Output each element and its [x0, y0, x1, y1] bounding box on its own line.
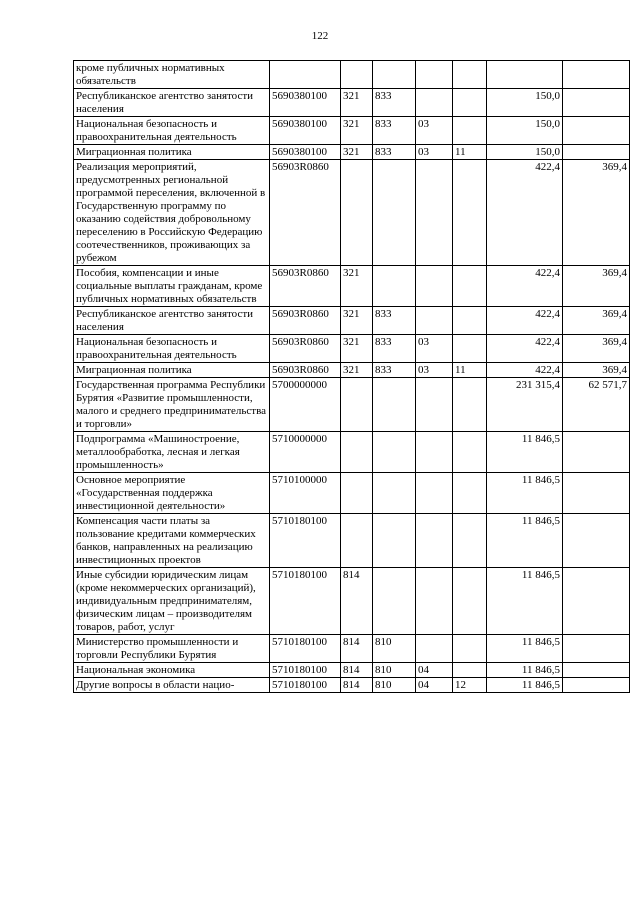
amount-federal	[563, 663, 630, 678]
table-row	[74, 61, 630, 89]
table-row	[74, 307, 630, 335]
amount-federal	[563, 678, 630, 693]
target-article-code: 5710180100	[270, 635, 341, 663]
row-name: Национальная безопасность и правоохранительная деятельность	[74, 335, 270, 363]
table-row	[74, 378, 630, 432]
ministry-code: 833	[373, 335, 416, 363]
amount-federal	[563, 635, 630, 663]
table-row	[74, 145, 630, 160]
table-row	[74, 568, 630, 635]
amount-federal	[563, 473, 630, 514]
amount-total: 11 846,5	[487, 568, 563, 635]
section-code: 03	[416, 145, 453, 160]
expense-type-code	[341, 378, 373, 432]
expense-type-code	[341, 61, 373, 89]
row-name: Республиканское агентство занятости населения	[74, 307, 270, 335]
expense-type-code: 814	[341, 635, 373, 663]
target-article-code: 5710180100	[270, 663, 341, 678]
row-name: Пособия, компенсации и иные социальные выплаты гражданам, кроме публичных нормативных обязательств	[74, 266, 270, 307]
target-article-code	[270, 61, 341, 89]
section-code: 03	[416, 363, 453, 378]
target-article-code: 5710100000	[270, 473, 341, 514]
amount-total: 422,4	[487, 363, 563, 378]
subsection-code	[453, 335, 487, 363]
subsection-code	[453, 473, 487, 514]
target-article-code: 5690380100	[270, 89, 341, 117]
amount-federal	[563, 61, 630, 89]
amount-total: 422,4	[487, 160, 563, 266]
subsection-code	[453, 61, 487, 89]
expense-type-code: 321	[341, 307, 373, 335]
table-row	[74, 363, 630, 378]
target-article-code: 5690380100	[270, 117, 341, 145]
expense-type-code	[341, 473, 373, 514]
amount-total: 150,0	[487, 117, 563, 145]
expense-type-code: 321	[341, 363, 373, 378]
ministry-code	[373, 378, 416, 432]
subsection-code	[453, 635, 487, 663]
ministry-code	[373, 61, 416, 89]
amount-total: 11 846,5	[487, 514, 563, 568]
expense-type-code: 321	[341, 266, 373, 307]
amount-total: 11 846,5	[487, 432, 563, 473]
expense-type-code: 814	[341, 678, 373, 693]
amount-total: 11 846,5	[487, 635, 563, 663]
amount-federal	[563, 89, 630, 117]
amount-federal	[563, 514, 630, 568]
subsection-code: 12	[453, 678, 487, 693]
expense-type-code: 321	[341, 145, 373, 160]
target-article-code: 56903R0860	[270, 307, 341, 335]
ministry-code: 833	[373, 145, 416, 160]
row-name: Подпрограмма «Машиностроение, металлообработка, лесная и легкая промышленность»	[74, 432, 270, 473]
amount-federal: 369,4	[563, 335, 630, 363]
ministry-code	[373, 432, 416, 473]
section-code: 03	[416, 117, 453, 145]
target-article-code: 56903R0860	[270, 160, 341, 266]
ministry-code: 833	[373, 363, 416, 378]
amount-total	[487, 61, 563, 89]
target-article-code: 5710180100	[270, 678, 341, 693]
ministry-code: 833	[373, 89, 416, 117]
table-body	[74, 61, 630, 693]
table-row	[74, 514, 630, 568]
subsection-code	[453, 117, 487, 145]
row-name: Основное мероприятие «Государственная поддержка инвестиционной деятельности»	[74, 473, 270, 514]
budget-table	[73, 60, 630, 693]
row-name: Республиканское агентство занятости населения	[74, 89, 270, 117]
table-row	[74, 335, 630, 363]
section-code	[416, 378, 453, 432]
table-row	[74, 89, 630, 117]
subsection-code	[453, 514, 487, 568]
row-name: кроме публичных нормативных обязательств	[74, 61, 270, 89]
section-code	[416, 266, 453, 307]
amount-total: 231 315,4	[487, 378, 563, 432]
amount-federal: 369,4	[563, 363, 630, 378]
section-code	[416, 473, 453, 514]
section-code	[416, 89, 453, 117]
row-name: Государственная программа Республики Бурятия «Развитие промышленности, малого и среднего предпринимательства и торговли»	[74, 378, 270, 432]
ministry-code	[373, 514, 416, 568]
amount-federal	[563, 145, 630, 160]
section-code	[416, 160, 453, 266]
amount-total: 11 846,5	[487, 678, 563, 693]
ministry-code	[373, 568, 416, 635]
amount-total: 11 846,5	[487, 663, 563, 678]
table-row	[74, 635, 630, 663]
row-name: Компенсация части платы за пользование кредитами коммерческих банков, направленных на реализацию инвестиционных проектов	[74, 514, 270, 568]
ministry-code	[373, 160, 416, 266]
amount-federal: 369,4	[563, 307, 630, 335]
target-article-code: 5710000000	[270, 432, 341, 473]
target-article-code: 5710180100	[270, 568, 341, 635]
expense-type-code: 321	[341, 335, 373, 363]
subsection-code: 11	[453, 363, 487, 378]
target-article-code: 5700000000	[270, 378, 341, 432]
row-name: Иные субсидии юридическим лицам (кроме некоммерческих организаций), индивидуальным предпринимателям, физическим лицам – производителям товаров, работ, услуг	[74, 568, 270, 635]
ministry-code: 810	[373, 635, 416, 663]
amount-federal	[563, 117, 630, 145]
expense-type-code	[341, 160, 373, 266]
target-article-code: 5710180100	[270, 514, 341, 568]
row-name: Министерство промышленности и торговли Республики Бурятия	[74, 635, 270, 663]
amount-federal: 369,4	[563, 266, 630, 307]
subsection-code	[453, 432, 487, 473]
expense-type-code: 814	[341, 663, 373, 678]
expense-type-code	[341, 514, 373, 568]
amount-total: 150,0	[487, 145, 563, 160]
target-article-code: 56903R0860	[270, 335, 341, 363]
expense-type-code: 814	[341, 568, 373, 635]
amount-federal: 62 571,7	[563, 378, 630, 432]
row-name: Другие вопросы в области нацио-	[74, 678, 270, 693]
section-code: 04	[416, 678, 453, 693]
amount-total: 422,4	[487, 266, 563, 307]
section-code	[416, 307, 453, 335]
expense-type-code: 321	[341, 89, 373, 117]
subsection-code	[453, 378, 487, 432]
subsection-code	[453, 160, 487, 266]
amount-total: 422,4	[487, 307, 563, 335]
subsection-code	[453, 663, 487, 678]
amount-total: 11 846,5	[487, 473, 563, 514]
row-name: Миграционная политика	[74, 145, 270, 160]
amount-federal	[563, 432, 630, 473]
ministry-code: 833	[373, 117, 416, 145]
subsection-code	[453, 568, 487, 635]
ministry-code	[373, 473, 416, 514]
amount-federal	[563, 568, 630, 635]
table-row	[74, 117, 630, 145]
expense-type-code	[341, 432, 373, 473]
subsection-code	[453, 307, 487, 335]
section-code: 04	[416, 663, 453, 678]
target-article-code: 5690380100	[270, 145, 341, 160]
subsection-code	[453, 266, 487, 307]
target-article-code: 56903R0860	[270, 363, 341, 378]
table-row	[74, 266, 630, 307]
target-article-code: 56903R0860	[270, 266, 341, 307]
row-name: Национальная экономика	[74, 663, 270, 678]
table-row	[74, 663, 630, 678]
section-code	[416, 514, 453, 568]
table-row	[74, 160, 630, 266]
ministry-code: 810	[373, 678, 416, 693]
page-number: 122	[311, 30, 329, 42]
row-name: Миграционная политика	[74, 363, 270, 378]
table-row	[74, 473, 630, 514]
table-row	[74, 678, 630, 693]
table-row	[74, 432, 630, 473]
section-code	[416, 432, 453, 473]
subsection-code: 11	[453, 145, 487, 160]
ministry-code: 833	[373, 307, 416, 335]
section-code: 03	[416, 335, 453, 363]
section-code	[416, 568, 453, 635]
amount-total: 422,4	[487, 335, 563, 363]
row-name: Национальная безопасность и правоохранительная деятельность	[74, 117, 270, 145]
subsection-code	[453, 89, 487, 117]
amount-federal: 369,4	[563, 160, 630, 266]
expense-type-code: 321	[341, 117, 373, 145]
amount-total: 150,0	[487, 89, 563, 117]
section-code	[416, 61, 453, 89]
ministry-code: 810	[373, 663, 416, 678]
row-name: Реализация мероприятий, предусмотренных региональной программой переселения, включенной в Государственную программу по оказанию содействия добровольному переселению в Российскую Федерацию соотечественников, проживающих за рубежом	[74, 160, 270, 266]
ministry-code	[373, 266, 416, 307]
section-code	[416, 635, 453, 663]
